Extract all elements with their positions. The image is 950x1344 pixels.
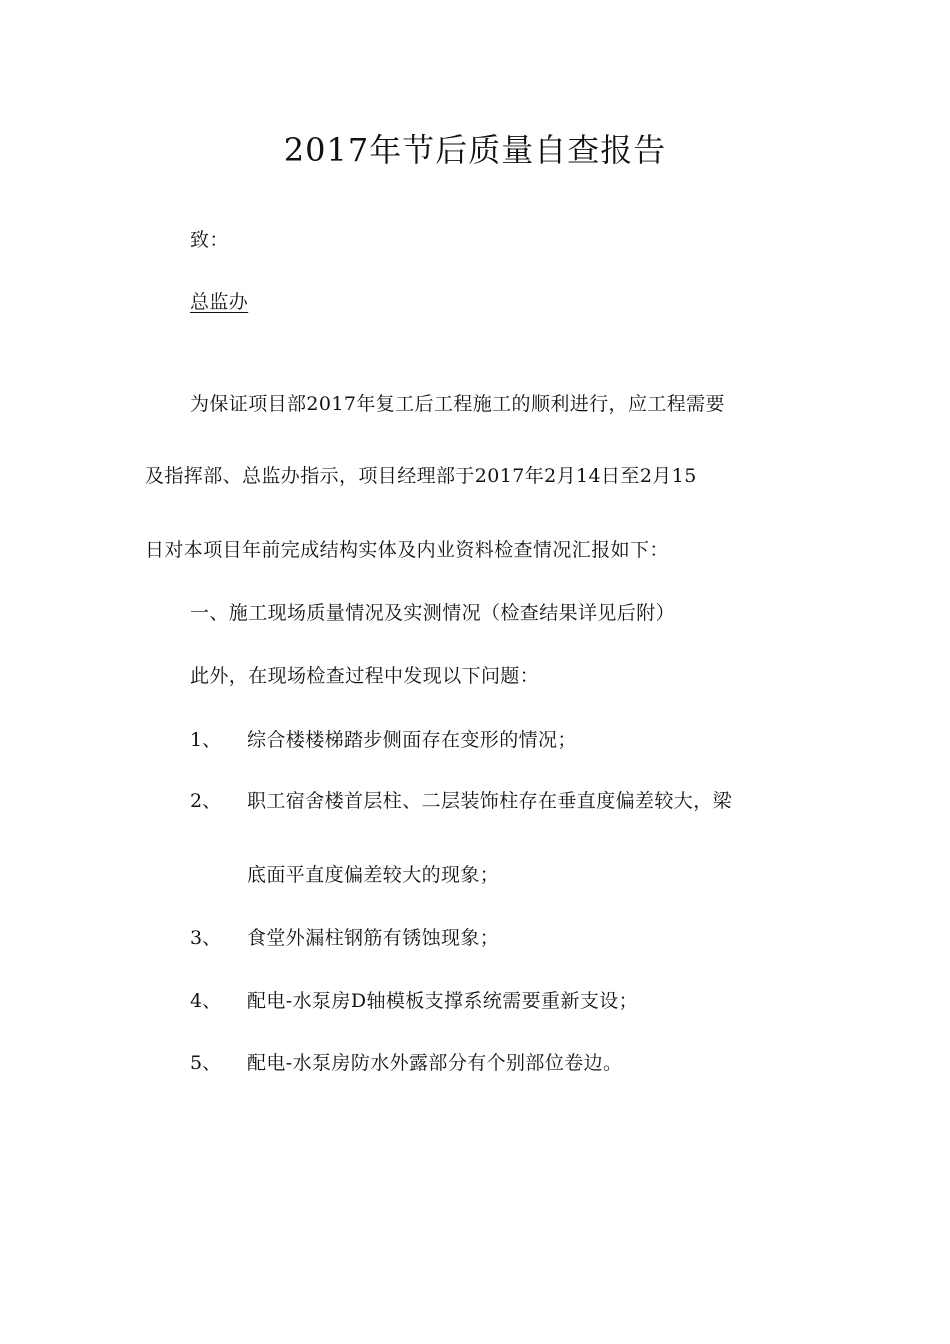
problem-text: 综合楼楼梯踏步侧面存在变形的情况； bbox=[247, 729, 577, 751]
problem-text: 配电-水泵房D轴模板支撑系统需要重新支设； bbox=[247, 990, 639, 1012]
problem-text: 职工宿舍楼首层柱、二层装饰柱存在垂直度偏差较大，梁 bbox=[247, 790, 733, 812]
salutation: 致： bbox=[190, 229, 229, 251]
problem-number: 5、 bbox=[190, 1052, 222, 1074]
intro-line-3: 日对本项目年前完成结构实体及内业资料检查情况汇报如下： bbox=[145, 539, 669, 561]
problem-number: 1、 bbox=[190, 729, 222, 751]
problem-text: 配电-水泵房防水外露部分有个别部位卷边。 bbox=[247, 1052, 623, 1074]
problem-number: 3、 bbox=[190, 927, 222, 949]
problem-number: 2、 bbox=[190, 790, 222, 812]
problem-text: 食堂外漏柱钢筋有锈蚀现象； bbox=[247, 927, 500, 949]
problem-number: 4、 bbox=[190, 990, 222, 1012]
section-heading: 一、施工现场质量情况及实测情况（检查结果详见后附） bbox=[190, 602, 676, 624]
document-title: 2017年节后质量自查报告 bbox=[283, 131, 667, 169]
problems-intro: 此外，在现场检查过程中发现以下问题： bbox=[190, 665, 540, 687]
problem-text-continued: 底面平直度偏差较大的现象； bbox=[247, 864, 500, 886]
recipient: 总监办 bbox=[190, 291, 249, 313]
intro-line-1: 为保证项目部2017年复工后工程施工的顺利进行，应工程需要 bbox=[190, 393, 725, 415]
intro-line-2: 及指挥部、总监办指示，项目经理部于2017年2月14日至2月15 bbox=[145, 465, 697, 487]
